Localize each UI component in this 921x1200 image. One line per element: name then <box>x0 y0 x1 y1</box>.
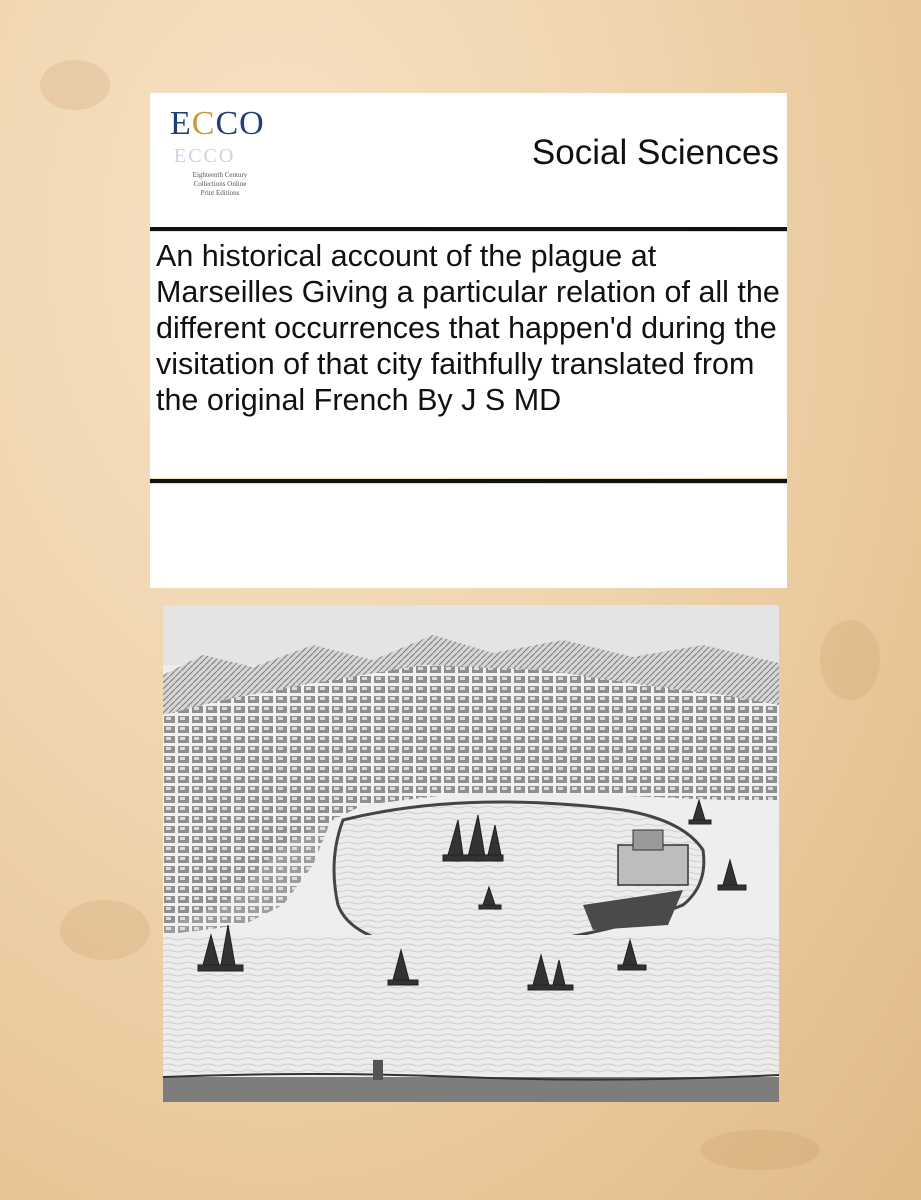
ecco-logo <box>170 105 270 215</box>
logo-letter: O <box>239 105 265 142</box>
logo-caption-line: Collections Online <box>193 180 247 188</box>
paper-stain <box>60 900 150 960</box>
title-panel <box>150 232 787 478</box>
paper-stain <box>820 620 880 700</box>
blank-panel <box>150 484 787 588</box>
paper-stain <box>700 1130 820 1170</box>
ecco-logo-mark <box>170 105 270 149</box>
logo-letter: C <box>191 105 216 142</box>
logo-letter: C <box>215 105 240 142</box>
series-label: Social Sciences <box>531 133 779 172</box>
logo-caption-line: Eighteenth Century <box>192 171 248 179</box>
ecco-logo-caption <box>176 171 264 198</box>
header-panel <box>150 93 787 227</box>
logo-letter: E <box>170 105 192 142</box>
top-rule <box>150 227 787 231</box>
bottom-rule <box>150 479 787 483</box>
paper-stain <box>40 60 110 110</box>
book-title: An historical account of the plague at Marseilles Giving a particular relation of all the different occurrences that happen'd during the visitation of that city faithfully translated from the original French By J S MD <box>156 239 780 417</box>
harbor-engraving-image <box>163 605 779 1102</box>
ecco-logo-reflection: ECCO <box>174 145 236 167</box>
logo-caption-line: Print Editions <box>200 189 240 197</box>
